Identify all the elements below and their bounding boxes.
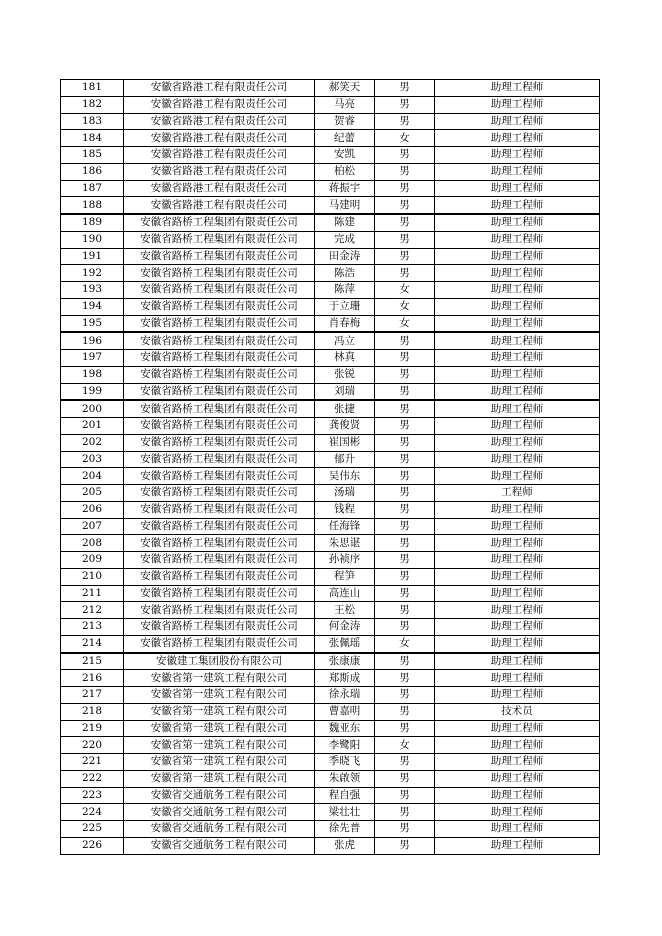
job-title-cell: 助理工程师	[435, 180, 600, 197]
company-name-cell: 安徽省交通航务工程有限公司	[124, 821, 315, 838]
job-title-cell: 助理工程师	[435, 197, 600, 214]
job-title-cell: 助理工程师	[435, 602, 600, 619]
job-title-cell: 助理工程师	[435, 248, 600, 265]
table-row	[61, 703, 600, 720]
row-number-cell: 193	[61, 282, 124, 299]
job-title-cell: 助理工程师	[435, 821, 600, 838]
person-name-cell: 徐永瑞	[315, 687, 375, 704]
gender-cell: 男	[375, 720, 435, 737]
person-name-cell: 蒋振宇	[315, 180, 375, 197]
row-number-cell: 191	[61, 248, 124, 265]
person-name-cell: 朱思谌	[315, 535, 375, 552]
table-row	[61, 687, 600, 704]
gender-cell: 男	[375, 552, 435, 569]
gender-cell: 男	[375, 350, 435, 367]
company-name-cell: 安徽省路桥工程集团有限责任公司	[124, 602, 315, 619]
person-name-cell: 田金涛	[315, 248, 375, 265]
table-row	[61, 787, 600, 804]
company-name-cell: 安徽省路桥工程集团有限责任公司	[124, 400, 315, 417]
person-name-cell: 李鹭阳	[315, 737, 375, 754]
gender-cell: 男	[375, 147, 435, 164]
company-name-cell: 安徽省路港工程有限责任公司	[124, 80, 315, 97]
job-title-cell: 助理工程师	[435, 96, 600, 113]
table-row	[61, 754, 600, 771]
company-name-cell: 安徽省第一建筑工程有限公司	[124, 720, 315, 737]
person-name-cell: 贺睿	[315, 113, 375, 130]
row-number-cell: 212	[61, 602, 124, 619]
company-name-cell: 安徽省路桥工程集团有限责任公司	[124, 468, 315, 485]
row-number-cell: 207	[61, 518, 124, 535]
gender-cell: 男	[375, 231, 435, 248]
person-name-cell: 张捷	[315, 400, 375, 417]
person-name-cell: 朱啟领	[315, 770, 375, 787]
table-row	[61, 821, 600, 838]
table-row	[61, 468, 600, 485]
job-title-cell: 助理工程师	[435, 332, 600, 349]
person-name-cell: 龚俊贤	[315, 418, 375, 435]
gender-cell: 男	[375, 703, 435, 720]
company-name-cell: 安徽省路桥工程集团有限责任公司	[124, 282, 315, 299]
table-row	[61, 535, 600, 552]
table-row	[61, 619, 600, 636]
table-row	[61, 298, 600, 315]
person-name-cell: 吴伟东	[315, 468, 375, 485]
gender-cell: 男	[375, 214, 435, 231]
person-name-cell: 程自强	[315, 787, 375, 804]
roster-body	[61, 80, 600, 855]
gender-cell: 男	[375, 821, 435, 838]
person-name-cell: 高连山	[315, 585, 375, 602]
company-name-cell: 安徽省路桥工程集团有限责任公司	[124, 501, 315, 518]
row-number-cell: 192	[61, 265, 124, 282]
table-row	[61, 163, 600, 180]
row-number-cell: 197	[61, 350, 124, 367]
job-title-cell: 助理工程师	[435, 754, 600, 771]
table-row	[61, 770, 600, 787]
job-title-cell: 助理工程师	[435, 80, 600, 97]
table-row	[61, 366, 600, 383]
company-name-cell: 安徽省路桥工程集团有限责任公司	[124, 248, 315, 265]
job-title-cell: 助理工程师	[435, 214, 600, 231]
row-number-cell: 185	[61, 147, 124, 164]
gender-cell: 男	[375, 113, 435, 130]
job-title-cell: 助理工程师	[435, 837, 600, 854]
table-row	[61, 96, 600, 113]
gender-cell: 男	[375, 687, 435, 704]
company-name-cell: 安徽省路桥工程集团有限责任公司	[124, 619, 315, 636]
company-name-cell: 安徽省路桥工程集团有限责任公司	[124, 585, 315, 602]
gender-cell: 男	[375, 653, 435, 670]
company-name-cell: 安徽省路桥工程集团有限责任公司	[124, 518, 315, 535]
person-name-cell: 徐先普	[315, 821, 375, 838]
row-number-cell: 187	[61, 180, 124, 197]
company-name-cell: 安徽省路桥工程集团有限责任公司	[124, 332, 315, 349]
gender-cell: 男	[375, 248, 435, 265]
job-title-cell: 助理工程师	[435, 350, 600, 367]
company-name-cell: 安徽省第一建筑工程有限公司	[124, 687, 315, 704]
table-row	[61, 653, 600, 670]
job-title-cell: 助理工程师	[435, 687, 600, 704]
table-row	[61, 737, 600, 754]
row-number-cell: 218	[61, 703, 124, 720]
person-name-cell: 张康康	[315, 653, 375, 670]
row-number-cell: 208	[61, 535, 124, 552]
job-title-cell: 工程师	[435, 485, 600, 502]
gender-cell: 男	[375, 602, 435, 619]
gender-cell: 男	[375, 383, 435, 400]
job-title-cell: 助理工程师	[435, 400, 600, 417]
job-title-cell: 助理工程师	[435, 113, 600, 130]
person-name-cell: 季晓飞	[315, 754, 375, 771]
company-name-cell: 安徽省路港工程有限责任公司	[124, 163, 315, 180]
gender-cell: 男	[375, 787, 435, 804]
gender-cell: 男	[375, 568, 435, 585]
table-row	[61, 804, 600, 821]
gender-cell: 男	[375, 80, 435, 97]
table-row	[61, 720, 600, 737]
job-title-cell: 技术员	[435, 703, 600, 720]
person-name-cell: 陈建	[315, 214, 375, 231]
row-number-cell: 184	[61, 130, 124, 147]
gender-cell: 女	[375, 130, 435, 147]
gender-cell: 男	[375, 418, 435, 435]
row-number-cell: 209	[61, 552, 124, 569]
table-row	[61, 602, 600, 619]
gender-cell: 男	[375, 501, 435, 518]
company-name-cell: 安徽省第一建筑工程有限公司	[124, 737, 315, 754]
person-name-cell: 张锐	[315, 366, 375, 383]
person-name-cell: 马亮	[315, 96, 375, 113]
row-number-cell: 186	[61, 163, 124, 180]
table-row	[61, 265, 600, 282]
row-number-cell: 206	[61, 501, 124, 518]
job-title-cell: 助理工程师	[435, 147, 600, 164]
gender-cell: 男	[375, 754, 435, 771]
job-title-cell: 助理工程师	[435, 737, 600, 754]
gender-cell: 男	[375, 619, 435, 636]
row-number-cell: 201	[61, 418, 124, 435]
company-name-cell: 安徽省路桥工程集团有限责任公司	[124, 315, 315, 332]
job-title-cell: 助理工程师	[435, 585, 600, 602]
row-number-cell: 224	[61, 804, 124, 821]
table-row	[61, 400, 600, 417]
person-name-cell: 郁升	[315, 451, 375, 468]
gender-cell: 男	[375, 670, 435, 687]
gender-cell: 男	[375, 163, 435, 180]
company-name-cell: 安徽省第一建筑工程有限公司	[124, 670, 315, 687]
job-title-cell: 助理工程师	[435, 298, 600, 315]
row-number-cell: 198	[61, 366, 124, 383]
person-name-cell: 刘瑞	[315, 383, 375, 400]
row-number-cell: 214	[61, 635, 124, 652]
job-title-cell: 助理工程师	[435, 366, 600, 383]
person-name-cell: 任海锋	[315, 518, 375, 535]
person-name-cell: 郑斯成	[315, 670, 375, 687]
table-row	[61, 837, 600, 854]
company-name-cell: 安徽省路桥工程集团有限责任公司	[124, 418, 315, 435]
company-name-cell: 安徽省第一建筑工程有限公司	[124, 703, 315, 720]
company-name-cell: 安徽省路桥工程集团有限责任公司	[124, 231, 315, 248]
person-name-cell: 纪蕾	[315, 130, 375, 147]
job-title-cell: 助理工程师	[435, 282, 600, 299]
row-number-cell: 225	[61, 821, 124, 838]
job-title-cell: 助理工程师	[435, 787, 600, 804]
person-name-cell: 于立珊	[315, 298, 375, 315]
table-row	[61, 113, 600, 130]
job-title-cell: 助理工程师	[435, 568, 600, 585]
gender-cell: 男	[375, 180, 435, 197]
company-name-cell: 安徽省路港工程有限责任公司	[124, 96, 315, 113]
gender-cell: 男	[375, 434, 435, 451]
gender-cell: 女	[375, 635, 435, 652]
gender-cell: 男	[375, 485, 435, 502]
company-name-cell: 安徽省第一建筑工程有限公司	[124, 754, 315, 771]
table-row	[61, 670, 600, 687]
row-number-cell: 199	[61, 383, 124, 400]
company-name-cell: 安徽省路桥工程集团有限责任公司	[124, 214, 315, 231]
gender-cell: 男	[375, 804, 435, 821]
person-name-cell: 崔国彬	[315, 434, 375, 451]
row-number-cell: 196	[61, 332, 124, 349]
job-title-cell: 助理工程师	[435, 418, 600, 435]
person-name-cell: 马建明	[315, 197, 375, 214]
row-number-cell: 223	[61, 787, 124, 804]
gender-cell: 男	[375, 535, 435, 552]
gender-cell: 男	[375, 468, 435, 485]
company-name-cell: 安徽省路港工程有限责任公司	[124, 113, 315, 130]
table-row	[61, 383, 600, 400]
job-title-cell: 助理工程师	[435, 635, 600, 652]
table-row	[61, 451, 600, 468]
job-title-cell: 助理工程师	[435, 468, 600, 485]
job-title-cell: 助理工程师	[435, 434, 600, 451]
row-number-cell: 222	[61, 770, 124, 787]
table-row	[61, 635, 600, 652]
person-name-cell: 王松	[315, 602, 375, 619]
roster-table	[60, 79, 600, 855]
company-name-cell: 安徽省路桥工程集团有限责任公司	[124, 635, 315, 652]
job-title-cell: 助理工程师	[435, 619, 600, 636]
gender-cell: 男	[375, 400, 435, 417]
job-title-cell: 助理工程师	[435, 653, 600, 670]
person-name-cell: 林真	[315, 350, 375, 367]
row-number-cell: 210	[61, 568, 124, 585]
person-name-cell: 完成	[315, 231, 375, 248]
company-name-cell: 安徽省交通航务工程有限公司	[124, 804, 315, 821]
company-name-cell: 安徽省路桥工程集团有限责任公司	[124, 383, 315, 400]
person-name-cell: 冯立	[315, 332, 375, 349]
job-title-cell: 助理工程师	[435, 720, 600, 737]
person-name-cell: 安凯	[315, 147, 375, 164]
company-name-cell: 安徽省路桥工程集团有限责任公司	[124, 535, 315, 552]
table-row	[61, 147, 600, 164]
person-name-cell: 何金涛	[315, 619, 375, 636]
job-title-cell: 助理工程师	[435, 804, 600, 821]
person-name-cell: 汤瑞	[315, 485, 375, 502]
gender-cell: 女	[375, 315, 435, 332]
table-row	[61, 248, 600, 265]
job-title-cell: 助理工程师	[435, 770, 600, 787]
company-name-cell: 安徽省路港工程有限责任公司	[124, 180, 315, 197]
gender-cell: 女	[375, 737, 435, 754]
job-title-cell: 助理工程师	[435, 163, 600, 180]
gender-cell: 男	[375, 585, 435, 602]
company-name-cell: 安徽省路桥工程集团有限责任公司	[124, 568, 315, 585]
gender-cell: 男	[375, 197, 435, 214]
company-name-cell: 安徽省路桥工程集团有限责任公司	[124, 552, 315, 569]
table-row	[61, 434, 600, 451]
row-number-cell: 213	[61, 619, 124, 636]
table-row	[61, 585, 600, 602]
person-name-cell: 张虎	[315, 837, 375, 854]
company-name-cell: 安徽省路桥工程集团有限责任公司	[124, 265, 315, 282]
row-number-cell: 215	[61, 653, 124, 670]
job-title-cell: 助理工程师	[435, 518, 600, 535]
gender-cell: 男	[375, 332, 435, 349]
company-name-cell: 安徽省第一建筑工程有限公司	[124, 770, 315, 787]
table-row	[61, 552, 600, 569]
company-name-cell: 安徽省交通航务工程有限公司	[124, 787, 315, 804]
person-name-cell: 陈浩	[315, 265, 375, 282]
row-number-cell: 195	[61, 315, 124, 332]
table-row	[61, 350, 600, 367]
job-title-cell: 助理工程师	[435, 130, 600, 147]
table-row	[61, 332, 600, 349]
person-name-cell: 魏亚东	[315, 720, 375, 737]
company-name-cell: 安徽省交通航务工程有限公司	[124, 837, 315, 854]
company-name-cell: 安徽省路港工程有限责任公司	[124, 147, 315, 164]
row-number-cell: 183	[61, 113, 124, 130]
row-number-cell: 200	[61, 400, 124, 417]
row-number-cell: 204	[61, 468, 124, 485]
row-number-cell: 216	[61, 670, 124, 687]
company-name-cell: 安徽省路港工程有限责任公司	[124, 130, 315, 147]
table-row	[61, 180, 600, 197]
job-title-cell: 助理工程师	[435, 670, 600, 687]
row-number-cell: 189	[61, 214, 124, 231]
job-title-cell: 助理工程师	[435, 231, 600, 248]
gender-cell: 男	[375, 518, 435, 535]
person-name-cell: 梁壮壮	[315, 804, 375, 821]
company-name-cell: 安徽省路桥工程集团有限责任公司	[124, 366, 315, 383]
person-name-cell: 程笋	[315, 568, 375, 585]
row-number-cell: 205	[61, 485, 124, 502]
person-name-cell: 张佩瑶	[315, 635, 375, 652]
row-number-cell: 194	[61, 298, 124, 315]
row-number-cell: 188	[61, 197, 124, 214]
table-row	[61, 418, 600, 435]
row-number-cell: 203	[61, 451, 124, 468]
person-name-cell: 孙祯序	[315, 552, 375, 569]
company-name-cell: 安徽省路桥工程集团有限责任公司	[124, 434, 315, 451]
gender-cell: 男	[375, 770, 435, 787]
row-number-cell: 220	[61, 737, 124, 754]
person-name-cell: 钱程	[315, 501, 375, 518]
company-name-cell: 安徽省路桥工程集团有限责任公司	[124, 298, 315, 315]
person-name-cell: 肖春梅	[315, 315, 375, 332]
row-number-cell: 217	[61, 687, 124, 704]
row-number-cell: 226	[61, 837, 124, 854]
table-row	[61, 485, 600, 502]
job-title-cell: 助理工程师	[435, 315, 600, 332]
gender-cell: 男	[375, 837, 435, 854]
row-number-cell: 190	[61, 231, 124, 248]
table-row	[61, 315, 600, 332]
gender-cell: 男	[375, 366, 435, 383]
table-row	[61, 501, 600, 518]
row-number-cell: 219	[61, 720, 124, 737]
person-name-cell: 曹嘉明	[315, 703, 375, 720]
table-row	[61, 231, 600, 248]
table-row	[61, 197, 600, 214]
job-title-cell: 助理工程师	[435, 501, 600, 518]
person-name-cell: 柏松	[315, 163, 375, 180]
row-number-cell: 211	[61, 585, 124, 602]
company-name-cell: 安徽建工集团股份有限公司	[124, 653, 315, 670]
job-title-cell: 助理工程师	[435, 451, 600, 468]
row-number-cell: 182	[61, 96, 124, 113]
job-title-cell: 助理工程师	[435, 535, 600, 552]
table-row	[61, 214, 600, 231]
company-name-cell: 安徽省路桥工程集团有限责任公司	[124, 485, 315, 502]
row-number-cell: 202	[61, 434, 124, 451]
person-name-cell: 郝笑天	[315, 80, 375, 97]
job-title-cell: 助理工程师	[435, 552, 600, 569]
table-row	[61, 282, 600, 299]
gender-cell: 女	[375, 282, 435, 299]
job-title-cell: 助理工程师	[435, 383, 600, 400]
gender-cell: 男	[375, 451, 435, 468]
company-name-cell: 安徽省路桥工程集团有限责任公司	[124, 451, 315, 468]
gender-cell: 男	[375, 265, 435, 282]
company-name-cell: 安徽省路港工程有限责任公司	[124, 197, 315, 214]
gender-cell: 女	[375, 298, 435, 315]
row-number-cell: 181	[61, 80, 124, 97]
person-name-cell: 陈萍	[315, 282, 375, 299]
table-row	[61, 130, 600, 147]
job-title-cell: 助理工程师	[435, 265, 600, 282]
table-row	[61, 518, 600, 535]
table-row	[61, 80, 600, 97]
row-number-cell: 221	[61, 754, 124, 771]
table-row	[61, 568, 600, 585]
company-name-cell: 安徽省路桥工程集团有限责任公司	[124, 350, 315, 367]
gender-cell: 男	[375, 96, 435, 113]
